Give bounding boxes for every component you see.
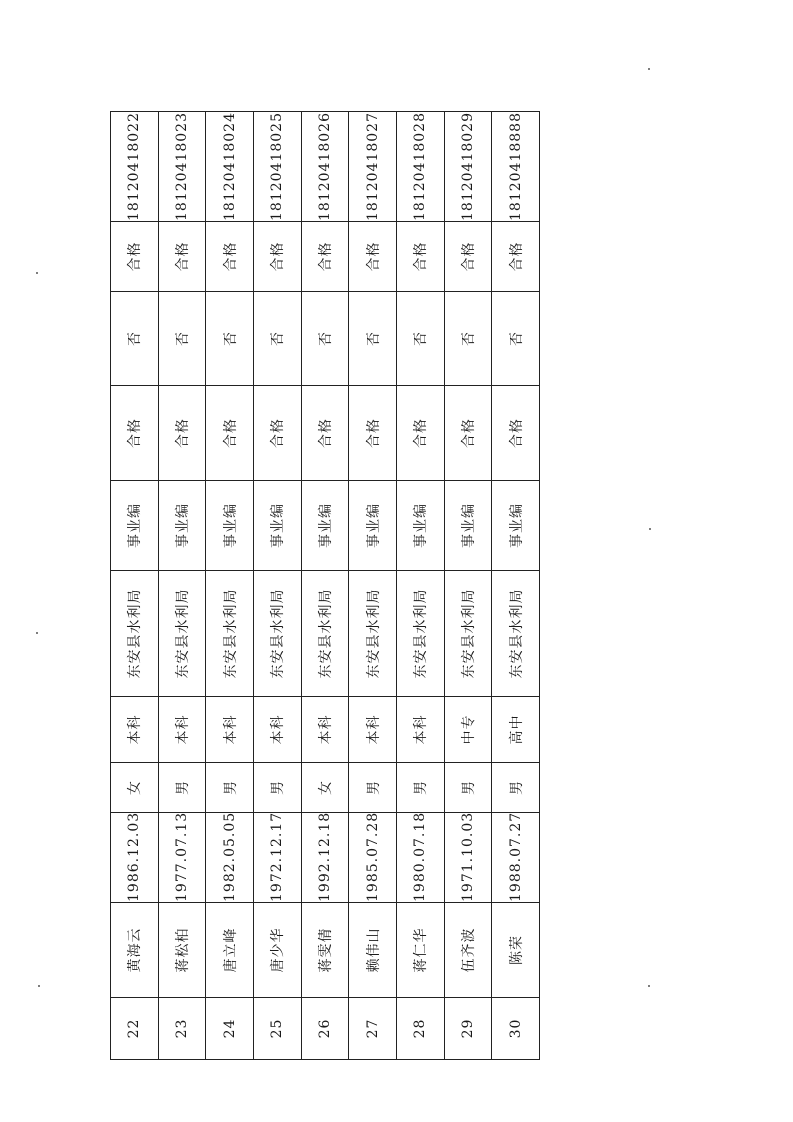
result-1: 合格 bbox=[206, 386, 254, 481]
education: 中专 bbox=[444, 697, 492, 763]
phone-number: 18120418023 bbox=[158, 112, 206, 222]
education: 本科 bbox=[301, 697, 349, 763]
status-flag: 否 bbox=[158, 292, 206, 386]
birth-date: 1971.10.03 bbox=[444, 813, 492, 903]
staffing-type: 事业编 bbox=[492, 481, 540, 571]
sex: 男 bbox=[492, 763, 540, 813]
staffing-type: 事业编 bbox=[301, 481, 349, 571]
phone-number: 18120418026 bbox=[301, 112, 349, 222]
person-name: 陈荣 bbox=[492, 903, 540, 998]
result-1: 合格 bbox=[301, 386, 349, 481]
birth-date: 1972.12.17 bbox=[253, 813, 301, 903]
staffing-type: 事业编 bbox=[253, 481, 301, 571]
scan-speck bbox=[648, 68, 650, 70]
result-1: 合格 bbox=[444, 386, 492, 481]
row-number: 28 bbox=[396, 998, 444, 1060]
person-name: 蒋雯倩 bbox=[301, 903, 349, 998]
work-unit: 东安县水利局 bbox=[301, 571, 349, 697]
person-name: 唐少华 bbox=[253, 903, 301, 998]
education: 本科 bbox=[253, 697, 301, 763]
row-number: 24 bbox=[206, 998, 254, 1060]
table-row bbox=[206, 112, 254, 1060]
person-name: 伍齐波 bbox=[444, 903, 492, 998]
sex: 男 bbox=[349, 763, 397, 813]
staffing-type: 事业编 bbox=[396, 481, 444, 571]
birth-date: 1992.12.18 bbox=[301, 813, 349, 903]
result-1: 合格 bbox=[111, 386, 159, 481]
result-2: 合格 bbox=[253, 222, 301, 292]
roster-table-wrapper bbox=[110, 112, 540, 1060]
phone-number: 18120418024 bbox=[206, 112, 254, 222]
staffing-type: 事业编 bbox=[206, 481, 254, 571]
staffing-type: 事业编 bbox=[349, 481, 397, 571]
status-flag: 否 bbox=[396, 292, 444, 386]
row-number: 29 bbox=[444, 998, 492, 1060]
phone-number: 18120418025 bbox=[253, 112, 301, 222]
education: 本科 bbox=[111, 697, 159, 763]
scan-speck bbox=[648, 985, 650, 987]
work-unit: 东安县水利局 bbox=[253, 571, 301, 697]
status-flag: 否 bbox=[253, 292, 301, 386]
sex: 女 bbox=[111, 763, 159, 813]
phone-number: 18120418028 bbox=[396, 112, 444, 222]
table-row bbox=[253, 112, 301, 1060]
scan-speck bbox=[36, 632, 38, 634]
row-number: 25 bbox=[253, 998, 301, 1060]
rotated-table-container bbox=[110, 112, 540, 1060]
result-2: 合格 bbox=[111, 222, 159, 292]
row-number: 23 bbox=[158, 998, 206, 1060]
staffing-type: 事业编 bbox=[444, 481, 492, 571]
birth-date: 1977.07.13 bbox=[158, 813, 206, 903]
staffing-type: 事业编 bbox=[158, 481, 206, 571]
roster-body bbox=[111, 112, 540, 1060]
sex: 男 bbox=[396, 763, 444, 813]
birth-date: 1980.07.18 bbox=[396, 813, 444, 903]
table-row bbox=[492, 112, 540, 1060]
phone-number: 18120418022 bbox=[111, 112, 159, 222]
status-flag: 否 bbox=[444, 292, 492, 386]
sex: 男 bbox=[158, 763, 206, 813]
result-2: 合格 bbox=[396, 222, 444, 292]
result-2: 合格 bbox=[301, 222, 349, 292]
result-1: 合格 bbox=[158, 386, 206, 481]
birth-date: 1985.07.28 bbox=[349, 813, 397, 903]
result-2: 合格 bbox=[349, 222, 397, 292]
status-flag: 否 bbox=[349, 292, 397, 386]
result-2: 合格 bbox=[444, 222, 492, 292]
work-unit: 东安县水利局 bbox=[349, 571, 397, 697]
status-flag: 否 bbox=[111, 292, 159, 386]
table-row bbox=[396, 112, 444, 1060]
row-number: 26 bbox=[301, 998, 349, 1060]
phone-number: 18120418029 bbox=[444, 112, 492, 222]
table-row bbox=[301, 112, 349, 1060]
birth-date: 1986.12.03 bbox=[111, 813, 159, 903]
sex: 男 bbox=[444, 763, 492, 813]
status-flag: 否 bbox=[301, 292, 349, 386]
scan-speck bbox=[36, 272, 38, 274]
work-unit: 东安县水利局 bbox=[158, 571, 206, 697]
sex: 女 bbox=[301, 763, 349, 813]
table-row bbox=[111, 112, 159, 1060]
work-unit: 东安县水利局 bbox=[444, 571, 492, 697]
work-unit: 东安县水利局 bbox=[111, 571, 159, 697]
status-flag: 否 bbox=[492, 292, 540, 386]
education: 本科 bbox=[158, 697, 206, 763]
person-name: 唐立峰 bbox=[206, 903, 254, 998]
result-2: 合格 bbox=[158, 222, 206, 292]
row-number: 22 bbox=[111, 998, 159, 1060]
result-2: 合格 bbox=[492, 222, 540, 292]
scan-speck bbox=[649, 528, 651, 530]
education: 本科 bbox=[349, 697, 397, 763]
sex: 男 bbox=[253, 763, 301, 813]
person-name: 赖伟山 bbox=[349, 903, 397, 998]
phone-number: 18120418888 bbox=[492, 112, 540, 222]
birth-date: 1982.05.05 bbox=[206, 813, 254, 903]
result-1: 合格 bbox=[253, 386, 301, 481]
status-flag: 否 bbox=[206, 292, 254, 386]
result-1: 合格 bbox=[396, 386, 444, 481]
phone-number: 18120418027 bbox=[349, 112, 397, 222]
table-row bbox=[349, 112, 397, 1060]
work-unit: 东安县水利局 bbox=[396, 571, 444, 697]
row-number: 27 bbox=[349, 998, 397, 1060]
work-unit: 东安县水利局 bbox=[206, 571, 254, 697]
education: 本科 bbox=[206, 697, 254, 763]
work-unit: 东安县水利局 bbox=[492, 571, 540, 697]
person-name: 蒋仁华 bbox=[396, 903, 444, 998]
birth-date: 1988.07.27 bbox=[492, 813, 540, 903]
sex: 男 bbox=[206, 763, 254, 813]
person-name: 蒋松柏 bbox=[158, 903, 206, 998]
education: 高中 bbox=[492, 697, 540, 763]
table-row bbox=[444, 112, 492, 1060]
table-row bbox=[158, 112, 206, 1060]
person-name: 黄海云 bbox=[111, 903, 159, 998]
scan-speck bbox=[38, 985, 40, 987]
personnel-roster-table bbox=[110, 111, 540, 1060]
education: 本科 bbox=[396, 697, 444, 763]
result-1: 合格 bbox=[492, 386, 540, 481]
row-number: 30 bbox=[492, 998, 540, 1060]
result-2: 合格 bbox=[206, 222, 254, 292]
staffing-type: 事业编 bbox=[111, 481, 159, 571]
result-1: 合格 bbox=[349, 386, 397, 481]
